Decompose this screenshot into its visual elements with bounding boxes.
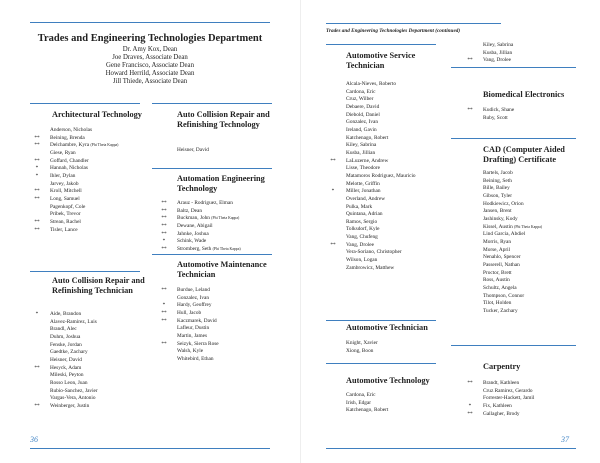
- honors-mark: **: [467, 57, 473, 64]
- page-number: 37: [561, 435, 569, 444]
- student-name: Jashinsky, Kody: [483, 215, 518, 222]
- honors-mark: *: [35, 165, 39, 172]
- student-name: Rosso Leon, Juan: [50, 379, 88, 386]
- student-name: Hannah, Nicholas: [50, 165, 88, 172]
- student-row: [177, 356, 219, 364]
- student-row: [483, 115, 514, 123]
- honors-mark: **: [467, 410, 473, 417]
- student-row: [483, 262, 542, 270]
- student-row: [50, 342, 98, 350]
- student-name: Matamoros Rodriguez, Mauricio: [346, 172, 416, 179]
- student-row: [483, 170, 542, 178]
- student-row: [162, 302, 219, 310]
- student-row: [161, 287, 219, 295]
- student-name: Vang, Drolee: [483, 57, 511, 64]
- student-name: Vang, Drolee: [346, 241, 374, 248]
- student-row: [468, 402, 534, 411]
- student-name: Rubio-Sanchez, Javier: [50, 387, 98, 394]
- honors-mark: **: [161, 340, 167, 347]
- student-name: Anderson, Nicholas: [50, 127, 93, 133]
- student-row: [483, 193, 542, 201]
- student-row: [161, 230, 241, 239]
- student-name: Strean, Rachel: [50, 218, 81, 225]
- honor-society-note: (Phi Theta Kappa): [514, 224, 543, 229]
- student-name: Brandl, Alec: [50, 326, 77, 333]
- student-name: Cardona, Eric: [346, 88, 376, 95]
- section-title-architectural-technology: Architectural Technology: [52, 110, 142, 119]
- student-name: Overland, Andrew: [346, 195, 386, 202]
- honors-mark: **: [330, 241, 336, 248]
- honors-mark: **: [467, 107, 473, 113]
- student-row: [483, 239, 542, 247]
- student-name: Melotte, Griffin: [346, 180, 380, 187]
- staff-associate-dean: Jill Thiede, Associate Dean: [112, 78, 188, 85]
- section-rule: [451, 67, 576, 68]
- student-row: [483, 293, 542, 301]
- student-name: Gibson, Tyler: [483, 192, 512, 199]
- student-row: [483, 216, 542, 224]
- section-rule: [152, 168, 272, 169]
- student-name: Jahnke, Joshua: [177, 230, 209, 237]
- student-name: Cruz, Wilber: [346, 96, 374, 103]
- honors-mark: *: [331, 188, 335, 195]
- student-name: Thompson, Connor: [483, 292, 525, 299]
- student-row: [34, 226, 118, 235]
- student-name: Forrester-Hackett, Jamil: [483, 395, 535, 402]
- department-title: Trades and Engineering Technologies Department: [37, 33, 263, 44]
- honors-mark: **: [161, 309, 167, 316]
- student-name: Walsh, Kyle: [177, 348, 204, 355]
- student-row: [467, 57, 513, 65]
- student-row: [34, 142, 119, 150]
- student-name: Lind Garcia, Abdiel: [483, 231, 526, 238]
- student-name: Dewane, Abigail: [177, 222, 213, 229]
- student-row: [483, 201, 542, 209]
- honors-mark: **: [161, 200, 167, 206]
- student-name: Gallagher, Brody: [483, 410, 520, 417]
- student-row: [162, 238, 241, 246]
- honors-mark: **: [161, 317, 167, 324]
- student-name: Bartels, Jacob: [483, 170, 513, 176]
- student-name: Tolksdorf, Kyle: [346, 226, 380, 233]
- student-name: Mileski, Peyton: [50, 372, 84, 379]
- student-name: Heisner, David: [177, 147, 209, 153]
- section-rule: [326, 44, 436, 45]
- staff-dean: Dr. Amy Kox, Dean: [122, 46, 178, 53]
- student-name: Fix, Kathleen: [483, 402, 512, 409]
- honors-mark: *: [162, 302, 166, 309]
- student-row: [346, 104, 416, 112]
- student-name: Debaere, David: [346, 103, 380, 110]
- student-row: [346, 348, 378, 356]
- student-name: Pulka, Mark: [346, 203, 373, 210]
- section-rule: [30, 103, 140, 104]
- student-row: [177, 147, 209, 155]
- student-row: [346, 142, 416, 150]
- student-name: Seizyk, Sierra Rose: [177, 340, 219, 347]
- student-name: Arauz - Rodriguez, Elman: [177, 200, 233, 206]
- student-row: [50, 150, 118, 158]
- honors-mark: **: [34, 188, 40, 195]
- footer-rule: [30, 448, 270, 449]
- student-row: [50, 204, 118, 212]
- student-name: Gaedtke, Zachary: [50, 349, 88, 356]
- student-name: Duhm, Joshua: [50, 333, 81, 340]
- student-row: [346, 165, 416, 173]
- student-row: [161, 222, 241, 231]
- honors-mark: **: [34, 195, 40, 202]
- student-name: Wilson, Logan: [346, 257, 378, 264]
- student-name: Ireland, Gavin: [346, 126, 377, 133]
- honors-mark: **: [161, 207, 167, 214]
- student-name: Fenske, Jordan: [50, 341, 82, 348]
- section-list: [346, 340, 378, 355]
- student-row: [467, 380, 534, 388]
- student-row: [50, 181, 118, 189]
- honors-mark: **: [161, 287, 167, 293]
- student-row: [483, 254, 542, 262]
- honor-society-note: (Phi Theta Kappa): [90, 143, 119, 148]
- student-name: Schink, Wade: [177, 238, 207, 245]
- section-list: [346, 392, 388, 415]
- student-row: [50, 395, 98, 403]
- student-row: [346, 181, 416, 189]
- student-name: Kusba, Jillian: [346, 149, 376, 156]
- student-name: Goffard, Chandler: [50, 157, 89, 164]
- honors-mark: **: [34, 226, 40, 233]
- student-name: Hull, Jacob: [177, 309, 202, 316]
- right-page: [300, 0, 600, 463]
- section-title-automotive-technician: Automotive Technician: [346, 323, 428, 332]
- student-name: Tucker, Zachary: [483, 307, 518, 314]
- student-row: [483, 50, 513, 58]
- student-row: [50, 319, 98, 327]
- student-row: [330, 157, 416, 166]
- staff-associate-dean: Joe Draves, Associate Dean: [112, 54, 188, 61]
- student-row: [346, 150, 416, 158]
- student-row: [346, 407, 388, 415]
- section-title-automotive-maintenance: Automotive Maintenance Technician: [177, 260, 267, 279]
- student-name: Kaczmarek, David: [177, 317, 217, 324]
- student-row: [483, 178, 542, 186]
- student-row: [483, 247, 542, 255]
- honors-mark: **: [161, 245, 167, 252]
- honors-mark: **: [34, 142, 40, 149]
- student-name: Heisner, David: [50, 356, 82, 363]
- student-name: Beining, Brenda: [50, 134, 85, 141]
- student-row: [483, 270, 542, 278]
- student-name: Jansen, Brent: [483, 208, 512, 215]
- honors-mark: **: [34, 364, 40, 371]
- student-name: Tisler, Lance: [50, 226, 78, 233]
- student-row: [177, 333, 219, 341]
- section-rule: [152, 103, 272, 104]
- staff-list: [30, 46, 270, 86]
- student-row: [346, 211, 416, 219]
- student-row: [34, 188, 118, 196]
- student-name: Giese, Ryan: [50, 149, 76, 156]
- section-rule: [30, 271, 140, 272]
- student-row: [483, 208, 542, 216]
- student-name: Gonzalez, Ivan: [346, 119, 379, 126]
- section-list: [161, 200, 241, 254]
- student-name: Baltz, Dean: [177, 207, 203, 214]
- student-name: Xiong, Boon: [346, 347, 374, 354]
- student-name: Quintana, Adrian: [346, 211, 383, 218]
- section-list: [483, 170, 542, 315]
- student-row: [346, 400, 388, 408]
- student-row: [34, 364, 98, 373]
- student-row: [331, 188, 416, 196]
- student-row: [483, 42, 513, 50]
- student-row: [346, 257, 416, 265]
- honors-mark: *: [35, 172, 39, 179]
- student-name: Beining, Seth: [483, 177, 512, 184]
- student-row: [161, 309, 219, 318]
- student-name: Nenahlo, Spencer: [483, 254, 521, 261]
- student-row: [346, 127, 416, 135]
- student-name: Vang, Chufeng: [346, 234, 378, 241]
- honors-mark: **: [330, 157, 336, 164]
- footer-rule: [326, 448, 576, 449]
- student-row: [346, 340, 378, 348]
- honors-mark: *: [162, 238, 166, 245]
- student-name: Gonzalez, Ivan: [177, 294, 210, 301]
- student-name: Hardy, Geoffrey: [177, 302, 212, 309]
- honors-mark: **: [161, 215, 167, 222]
- student-name: Ihler, Dylan: [50, 172, 76, 179]
- student-name: Ross, Austin: [483, 277, 510, 284]
- honors-mark: *: [468, 402, 472, 409]
- student-row: [35, 311, 98, 319]
- student-name: Katchenago, Robert: [346, 407, 389, 414]
- student-row: [35, 172, 118, 181]
- section-title-carpentry: Carpentry: [483, 362, 521, 371]
- student-row: [346, 196, 416, 204]
- student-row: [483, 395, 534, 403]
- student-name: Morse, April: [483, 246, 511, 253]
- student-name: Vargas-Vera, Antonio: [50, 395, 96, 402]
- student-row: [483, 285, 542, 293]
- section-list: [467, 380, 535, 418]
- student-name: Burdue, Leland: [177, 287, 210, 293]
- student-name: LaLuzerne, Andrew: [346, 157, 389, 164]
- student-row: [161, 207, 241, 216]
- student-row: [50, 127, 118, 135]
- honors-mark: **: [161, 222, 167, 229]
- staff-associate-dean: Gene Francisco, Associate Dean: [106, 62, 194, 69]
- student-name: Aide, Brandon: [50, 311, 82, 317]
- section-title-cad-certificate: CAD (Computer Aided Drafting) Certificate: [483, 145, 565, 164]
- student-row: [467, 107, 515, 115]
- student-row: [483, 388, 534, 396]
- student-name: Diebold, Daniel: [346, 111, 380, 118]
- student-name: Cardona, Eric: [346, 392, 376, 398]
- student-row: [161, 340, 219, 349]
- student-row: [34, 218, 118, 227]
- honors-mark: *: [35, 311, 39, 317]
- student-row: [50, 211, 118, 219]
- section-title-biomedical-electronics: Biomedical Electronics: [483, 90, 565, 99]
- student-name: Delchambre, Kyra: [50, 142, 90, 149]
- student-name: Long, Samuel: [50, 195, 80, 202]
- student-name: Irish, Edgar: [346, 399, 372, 406]
- honors-mark: **: [34, 402, 40, 409]
- section-title-automotive-service: Automotive Service Technician: [346, 51, 416, 70]
- student-row: [483, 308, 542, 316]
- student-row: [467, 410, 534, 419]
- student-row: [34, 402, 98, 411]
- student-name: Kroll, Mitchell: [50, 188, 82, 195]
- student-name: Miller, Jonathan: [346, 188, 381, 195]
- student-row: [50, 326, 98, 334]
- student-row: [50, 372, 98, 380]
- student-row: [346, 112, 416, 120]
- student-row: [35, 165, 118, 173]
- student-row: [34, 157, 118, 166]
- student-name: Katchenago, Robert: [346, 134, 389, 141]
- student-name: Passerell, Nathan: [483, 261, 520, 268]
- student-row: [483, 277, 542, 285]
- honors-mark: **: [34, 157, 40, 164]
- section-list: [330, 81, 416, 272]
- section-title-auto-collision-technician: Auto Collision Repair and Refinishing Technician: [52, 276, 145, 295]
- student-row: [50, 334, 98, 342]
- student-row: [34, 195, 118, 204]
- student-name: Jarvey, Jakob: [50, 180, 79, 187]
- student-name: Stromberg, Seth: [177, 245, 212, 252]
- student-name: Buckman, John: [177, 215, 210, 222]
- student-row: [50, 380, 98, 388]
- student-name: Kiley, Sabrina: [346, 142, 377, 149]
- student-name: Cruz Ramirez, Gerardo: [483, 387, 533, 394]
- student-name: Pagenkopf, Cole: [50, 203, 86, 210]
- student-name: Pribek, Trevor: [50, 211, 81, 218]
- student-row: [346, 173, 416, 181]
- student-row: [346, 96, 416, 104]
- section-title-auto-collision-technology: Auto Collision Repair and Refinishing Technology: [177, 110, 270, 129]
- honors-mark: **: [161, 230, 167, 237]
- student-name: Lafleur, Dustin: [177, 325, 210, 332]
- student-row: [346, 135, 416, 143]
- student-row: [346, 392, 388, 400]
- student-name: Ramos, Sergio: [346, 218, 378, 225]
- student-name: Zambrowicz, Matthew: [346, 264, 395, 271]
- student-name: Morris, Ryan: [483, 238, 512, 245]
- student-name: Hesyck, Adam: [50, 364, 82, 371]
- student-name: Ruby, Scott: [483, 114, 508, 121]
- student-name: Hodkiewicz, Orion: [483, 200, 524, 207]
- honors-mark: **: [34, 134, 40, 141]
- student-name: Alavez-Ramirez, Luis: [50, 318, 97, 325]
- honor-society-note: (Phi Theta Kappa): [212, 246, 241, 251]
- section-rule: [152, 254, 272, 255]
- student-name: Whitebird, Ethan: [177, 355, 214, 362]
- section-title-automotive-technology: Automotive Technology: [346, 376, 430, 385]
- student-row: [50, 388, 98, 396]
- student-name: Kiley, Sabrina: [483, 42, 514, 48]
- student-row: [346, 234, 416, 242]
- section-rule: [451, 138, 576, 139]
- student-row: [483, 300, 542, 308]
- section-list: [467, 42, 514, 65]
- student-name: Brandt, Kathleen: [483, 380, 520, 386]
- student-name: Martin, James: [177, 332, 208, 339]
- student-row: [483, 224, 542, 232]
- section-list: [161, 287, 219, 364]
- student-name: Knight, Xavier: [346, 340, 378, 346]
- student-row: [161, 215, 241, 223]
- student-row: [177, 348, 219, 356]
- student-row: [346, 265, 416, 273]
- header-rule: [326, 23, 501, 24]
- section-rule: [451, 345, 576, 346]
- section-list: [467, 107, 515, 122]
- student-name: Alcala-Nieves, Roberto: [346, 81, 397, 87]
- student-row: [177, 325, 219, 333]
- honors-mark: **: [467, 380, 473, 386]
- student-row: [346, 226, 416, 234]
- student-name: Kusba, Jillian: [483, 49, 513, 56]
- student-name: Vera-Soriano, Christopher: [346, 249, 402, 256]
- student-row: [34, 134, 118, 143]
- header-rule: [30, 22, 270, 23]
- student-name: Bille, Bailey: [483, 185, 510, 192]
- student-name: Lisse, Theodore: [346, 165, 381, 172]
- section-rule: [326, 320, 436, 321]
- student-row: [483, 185, 542, 193]
- honors-mark: **: [34, 218, 40, 225]
- student-row: [330, 241, 416, 250]
- honor-society-note: (Phi Theta Kappa): [211, 216, 240, 221]
- student-row: [346, 119, 416, 127]
- student-row: [483, 231, 542, 239]
- student-name: Kudick, Shane: [483, 107, 515, 113]
- section-list: [177, 147, 209, 155]
- student-name: Kissel, Austin: [483, 223, 513, 230]
- section-title-automation-engineering: Automation Engineering Technology: [177, 174, 265, 193]
- student-row: [161, 245, 241, 254]
- page-number: 36: [30, 435, 38, 444]
- student-row: [50, 357, 98, 365]
- student-row: [346, 81, 416, 89]
- student-row: [346, 249, 416, 257]
- student-row: [346, 204, 416, 212]
- section-list: [34, 127, 119, 234]
- continued-header: Trades and Engineering Technologies Department (continued): [326, 28, 461, 34]
- student-row: [161, 200, 241, 208]
- section-rule: [326, 363, 436, 364]
- section-list: [34, 311, 98, 411]
- student-name: Proctor, Brett: [483, 269, 512, 276]
- student-row: [346, 89, 416, 97]
- student-name: Schultz, Angela: [483, 284, 517, 291]
- student-row: [50, 349, 98, 357]
- student-name: Weinberger, Justin: [50, 402, 90, 409]
- student-name: Tilot, Holden: [483, 300, 512, 307]
- staff-associate-dean: Howard Herrild, Associate Dean: [105, 70, 195, 77]
